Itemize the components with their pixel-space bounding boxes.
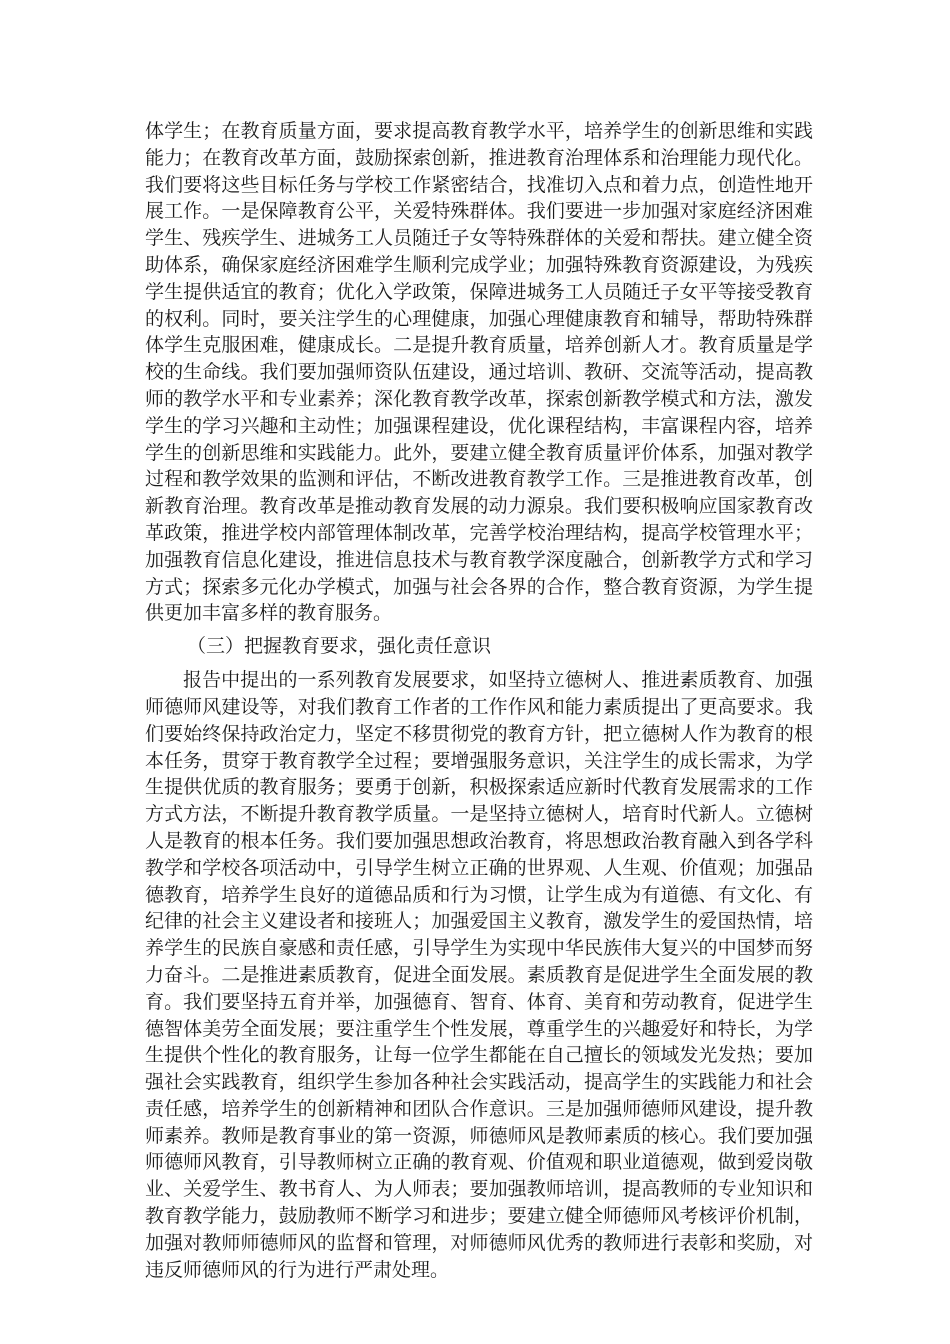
document-body bbox=[145, 118, 813, 1283]
body-paragraph: 体学生；在教育质量方面，要求提高教育教学水平，培养学生的创新思维和实践能力；在教育改革方面，鼓励探索创新，推进教育治理体系和治理能力现代化。我们要将这些目标任务与学校工作紧密结合，找准切入点和着力点，创造性地开展工作。一是保障教育公平，关爱特殊群体。我们要进一步加强对家庭经济困难学生、残疾学生、进城务工人员随迁子女等特殊群体的关爱和帮扶。建立健全资助体系，确保家庭经济困难学生顺利完成学业；加强特殊教育资源建设，为残疾学生提供适宜的教育；优化入学政策，保障进城务工人员随迁子女平等接受教育的权利。同时，要关注学生的心理健康，加强心理健康教育和辅导，帮助特殊群体学生克服困难，健康成长。二是提升教育质量，培养创新人才。教育质量是学校的生命线。我们要加强师资队伍建设，通过培训、教研、交流等活动，提高教师的教学水平和专业素养；深化教育教学改革，探索创新教学模式和方法，激发学生的学习兴趣和主动性；加强课程建设，优化课程结构，丰富课程内容，培养学生的创新思维和实践能力。此外，要建立健全教育质量评价体系，加强对教学过程和教学效果的监测和评估，不断改进教育教学工作。三是推进教育改革，创新教育治理。教育改革是推动教育发展的动力源泉。我们要积极响应国家教育改革政策，推进学校内部管理体制改革，完善学校治理结构，提高学校管理水平；加强教育信息化建设，推进信息技术与教育教学深度融合，创新教学方式和学习方式；探索多元化办学模式，加强与社会各界的合作，整合教育资源，为学生提供更加丰富多样的教育服务。 bbox=[145, 120, 813, 625]
body-paragraph: 报告中提出的一系列教育发展要求，如坚持立德树人、推进素质教育、加强师德师风建设等，对我们教育工作者的工作作风和能力素质提出了更高要求。我们要始终保持政治定力，坚定不移贯彻党的教育方针，把立德树人作为教育的根本任务，贯穿于教育教学全过程；要增强服务意识，关注学生的成长需求，为学生提供优质的教育服务；要勇于创新，积极探索适应新时代教育发展需求的工作方式方法，不断提升教育教学质量。一是坚持立德树人，培育时代新人。立德树人是教育的根本任务。我们要加强思想政治教育，将思想政治教育融入到各学科教学和学校各项活动中，引导学生树立正确的世界观、人生观、价值观；加强品德教育，培养学生良好的道德品质和行为习惯，让学生成为有道德、有文化、有纪律的社会主义建设者和接班人；加强爱国主义教育，激发学生的爱国热情，培养学生的民族自豪感和责任感，引导学生为实现中华民族伟大复兴的中国梦而努力奋斗。二是推进素质教育，促进全面发展。素质教育是促进学生全面发展的教育。我们要坚持五育并举，加强德育、智育、体育、美育和劳动教育，促进学生德智体美劳全面发展；要注重学生个性发展，尊重学生的兴趣爱好和特长，为学生提供个性化的教育服务，让每一位学生都能在自己擅长的领域发光发热；要加强社会实践教育，组织学生参加各种社会实践活动，提高学生的实践能力和社会责任感，培养学生的创新精神和团队合作意识。三是加强师德师风建设，提升教师素养。教师是教育事业的第一资源，师德师风是教师素质的核心。我们要加强师德师风教育，引导教师树立正确的教育观、价值观和职业道德观，做到爱岗敬业、关爱学生、教书育人、为人师表；要加强教师培训，提高教师的专业知识和教育教学能力，鼓励教师不断学习和进步；要建立健全师德师风考核评价机制，加强对教师师德师风的监督和管理，对师德师风优秀的教师进行表彰和奖励，对违反师德师风的行为进行严肃处理。 bbox=[145, 669, 813, 1281]
section-heading: （三）把握教育要求，强化责任意识 bbox=[187, 635, 492, 658]
